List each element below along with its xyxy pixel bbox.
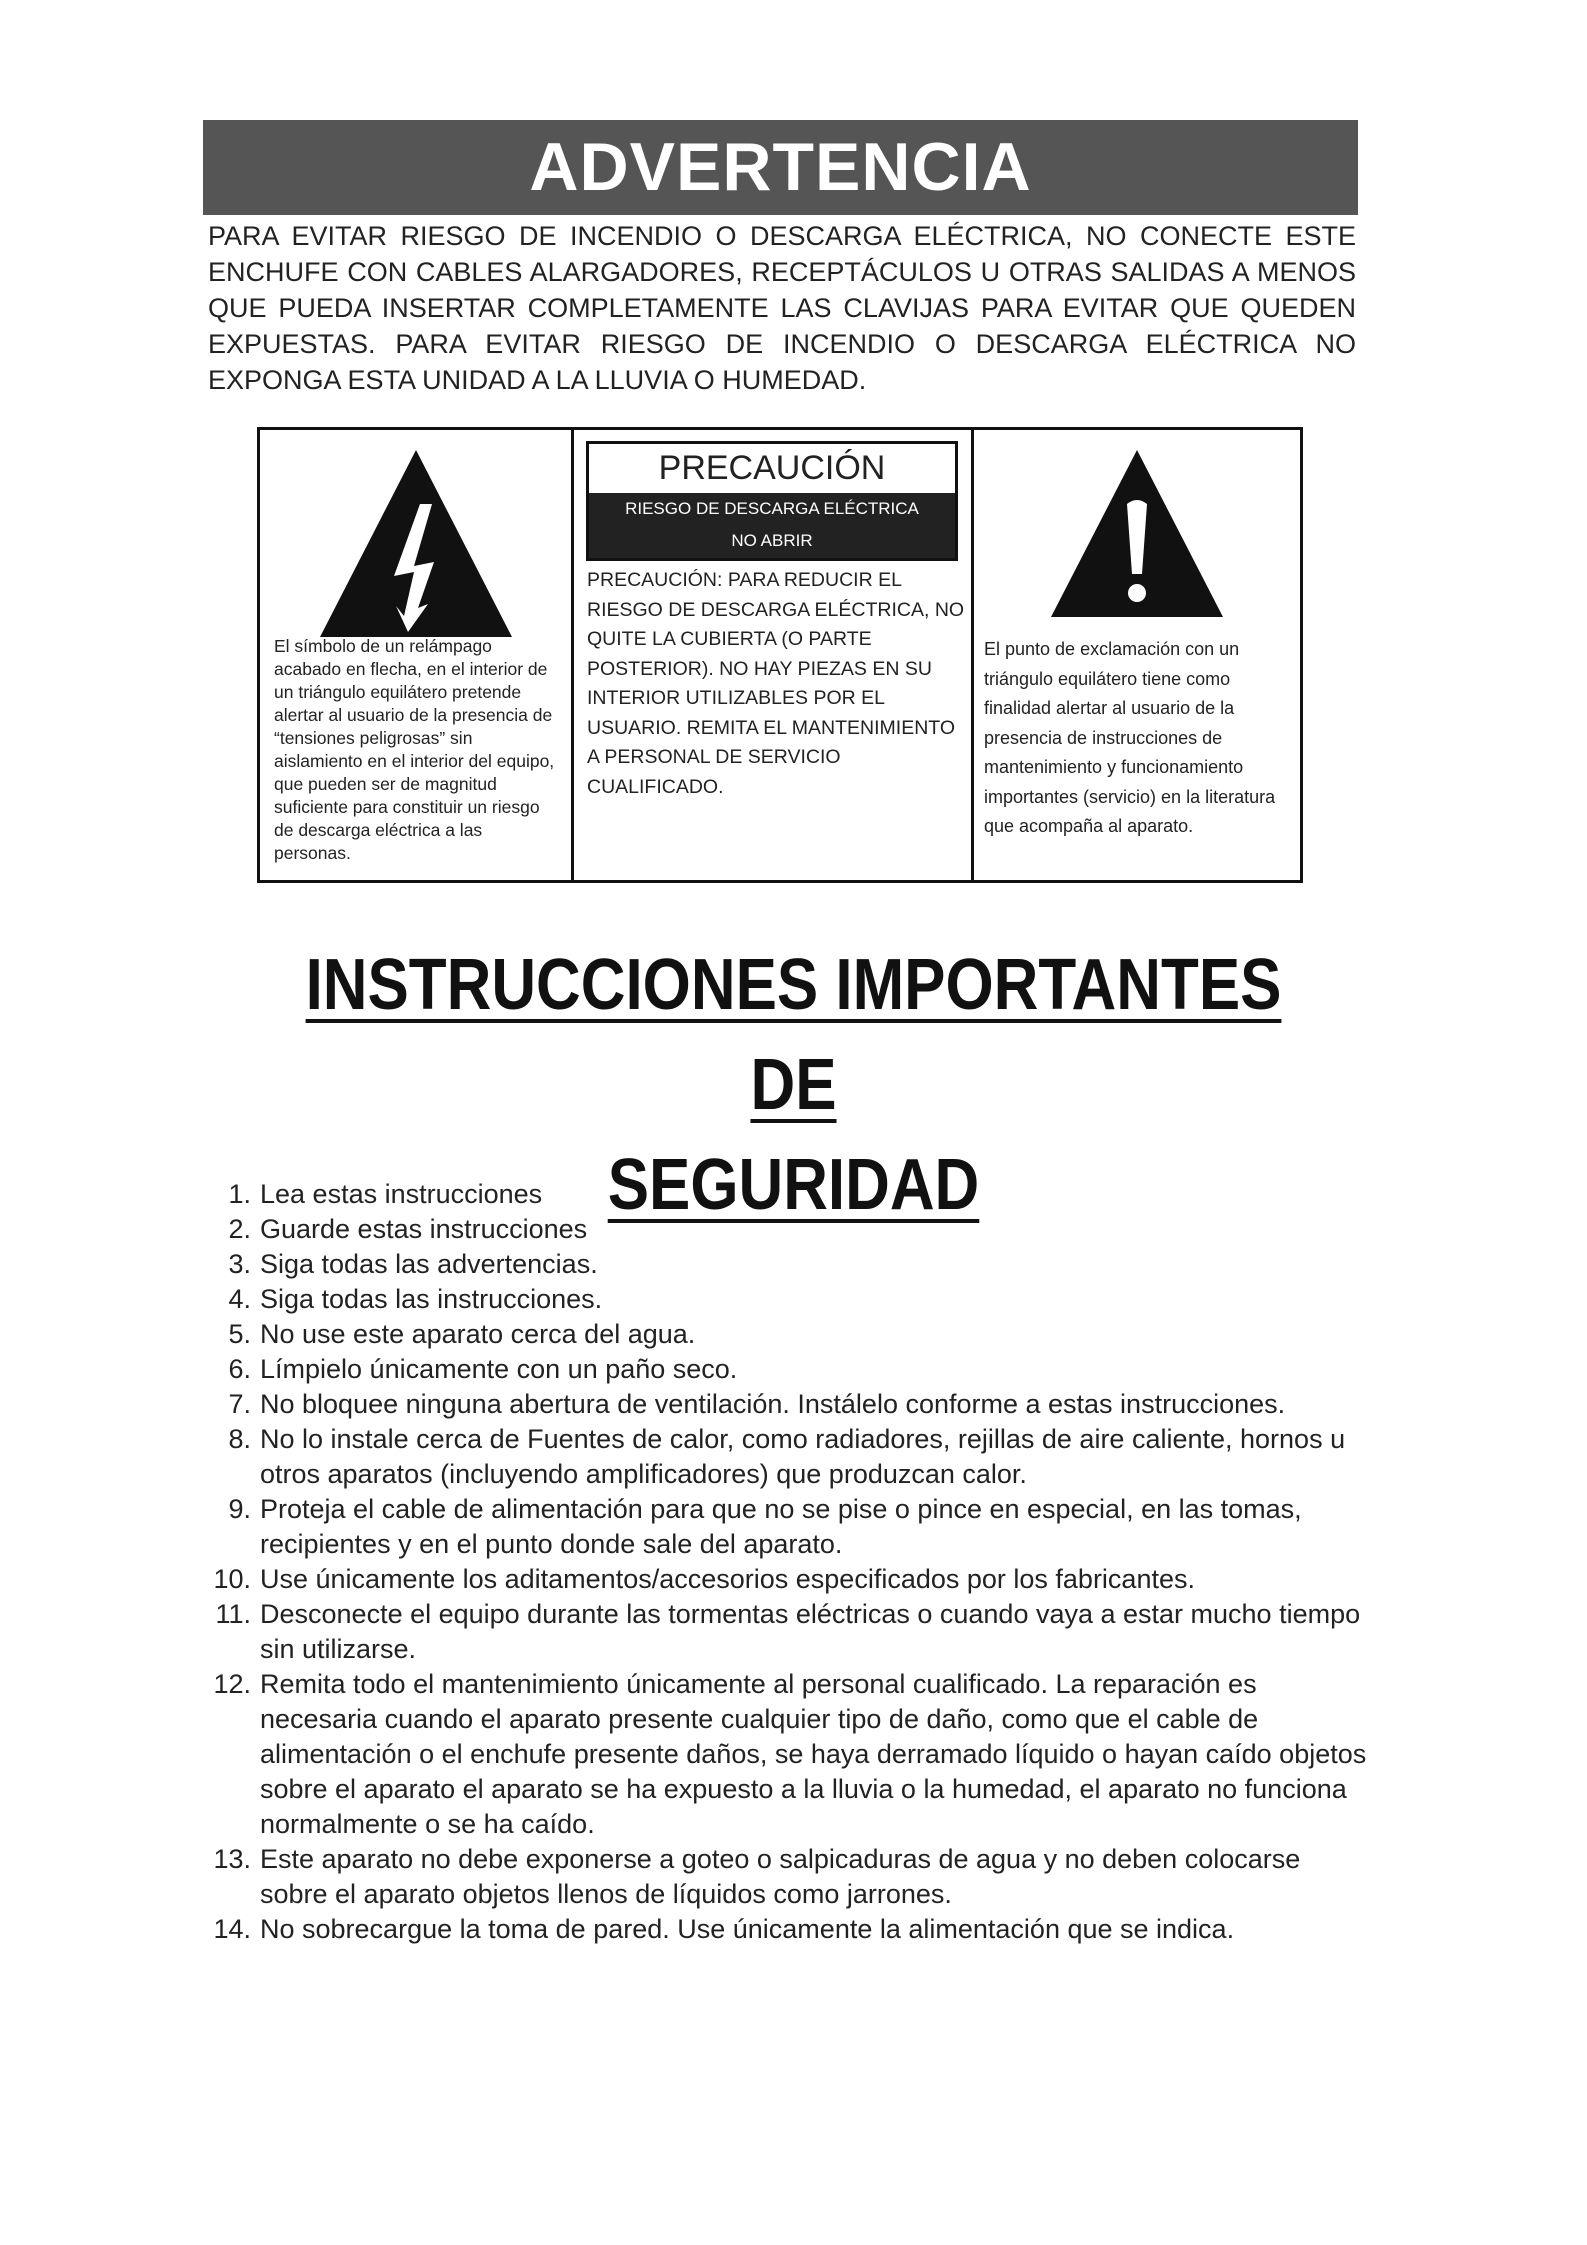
list-item bbox=[208, 1842, 1368, 1912]
caution-box bbox=[257, 427, 1303, 883]
list-item-number: 3. bbox=[228, 1249, 251, 1279]
list-item-text: No bloquee ninguna abertura de ventilación. Instálelo conforme a estas instrucciones. bbox=[260, 1389, 1286, 1419]
list-item bbox=[208, 1352, 1368, 1387]
list-item-number: 10. bbox=[213, 1564, 251, 1594]
list-item-number: 14. bbox=[213, 1914, 251, 1944]
precaution-shock-risk: RIESGO DE DESCARGA ELÉCTRICA bbox=[625, 499, 919, 518]
list-item-text: Guarde estas instrucciones bbox=[260, 1214, 588, 1244]
list-item-text: Proteja el cable de alimentación para que no se pise o pince en especial, en las tomas, recipientes y en el punto donde sale del aparato. bbox=[260, 1494, 1302, 1559]
list-item-number: 6. bbox=[228, 1354, 251, 1384]
list-item-text: Siga todas las instrucciones. bbox=[260, 1284, 603, 1314]
list-item-text: No lo instale cerca de Fuentes de calor, como radiadores, rejillas de aire caliente, hornos u otros aparatos (incluyendo amplificadores) que produzcan calor. bbox=[260, 1424, 1346, 1489]
warning-heading: ADVERTENCIA bbox=[203, 120, 1358, 215]
page-title-line-2: SEGURIDAD bbox=[607, 1145, 980, 1225]
list-item bbox=[208, 1247, 1368, 1282]
list-item bbox=[208, 1597, 1368, 1667]
exclamation-symbol-text: El punto de exclamación con un triángulo equilátero tiene como finalidad alertar al usuario de la presencia de instrucciones de mantenimiento y funcionamiento importantes (servicio) en la literatura que acompaña al aparato. bbox=[984, 639, 1276, 836]
list-item-number: 9. bbox=[228, 1494, 251, 1524]
list-item bbox=[208, 1492, 1368, 1562]
list-item-text: No sobrecargue la toma de pared. Use únicamente la alimentación que se indica. bbox=[260, 1914, 1235, 1944]
precaution-title: PRECAUCIÓN bbox=[658, 449, 886, 487]
precaution-subtitle bbox=[589, 493, 955, 558]
list-item-text: Lea estas instrucciones bbox=[260, 1179, 543, 1209]
list-item bbox=[208, 1912, 1368, 1947]
list-item bbox=[208, 1667, 1368, 1842]
list-item-number: 5. bbox=[228, 1319, 251, 1349]
list-item-number: 4. bbox=[228, 1284, 251, 1314]
safety-instructions-list bbox=[208, 1177, 1368, 1947]
caution-left-panel bbox=[260, 430, 574, 880]
list-item-text: Remita todo el mantenimiento únicamente al personal cualificado. La reparación es necesaria cuando el aparato presente cualquier tipo de daño, como que el cable de alimentación o el enchufe presente daños, se haya derramado líquido o hayan caído objetos sobre el aparato el aparato se ha expuesto a la lluvia o la humedad, el aparato no funciona normalmente o se ha caído. bbox=[260, 1669, 1367, 1839]
list-item bbox=[208, 1212, 1368, 1247]
list-item-number: 12. bbox=[213, 1669, 251, 1699]
list-item bbox=[208, 1317, 1368, 1352]
page-title-line-1: INSTRUCCIONES IMPORTANTES DE bbox=[305, 945, 1282, 1125]
list-item-number: 1. bbox=[228, 1179, 251, 1209]
exclamation-triangle-icon bbox=[1047, 446, 1227, 621]
list-item-text: No use este aparato cerca del agua. bbox=[260, 1319, 696, 1349]
lightning-triangle-icon bbox=[316, 446, 516, 641]
precaution-do-not-open: NO ABRIR bbox=[731, 531, 813, 550]
list-item-number: 7. bbox=[228, 1389, 251, 1419]
list-item-number: 13. bbox=[213, 1844, 251, 1874]
list-item bbox=[208, 1282, 1368, 1317]
list-item bbox=[208, 1422, 1368, 1492]
precaution-text: PRECAUCIÓN: PARA REDUCIR EL RIESGO DE DESCARGA ELÉCTRICA, NO QUITE LA CUBIERTA (O PARTE POSTERIOR). NO HAY PIEZAS EN SU INTERIOR UTILIZABLES POR EL USUARIO. REMITA EL MANTENIMIENTO A PERSONAL DE SERVICIO CUALIFICADO. bbox=[587, 569, 965, 798]
caution-right-panel bbox=[974, 430, 1300, 880]
list-item-number: 2. bbox=[228, 1214, 251, 1244]
list-item-text: Este aparato no debe exponerse a goteo o salpicaduras de agua y no deben colocarse sobre el aparato objetos llenos de líquidos como jarrones. bbox=[260, 1844, 1301, 1909]
list-item-text: Desconecte el equipo durante las tormentas eléctricas o cuando vaya a estar mucho tiempo sin utilizarse. bbox=[260, 1599, 1361, 1664]
list-item-number: 8. bbox=[228, 1424, 251, 1454]
list-item-text: Use únicamente los aditamentos/accesorios especificados por los fabricantes. bbox=[260, 1564, 1195, 1594]
lightning-symbol-text: El símbolo de un relámpago acabado en flecha, en el interior de un triángulo equilátero pretende alertar al usuario de la presencia de “tensiones peligrosas” sin aislamiento en el interior del equipo, que pueden ser de magnitud suficiente para constituir un riesgo de descarga eléctrica a las personas. bbox=[274, 636, 555, 863]
list-item bbox=[208, 1387, 1368, 1422]
list-item bbox=[208, 1177, 1368, 1212]
list-item-text: Siga todas las advertencias. bbox=[260, 1249, 598, 1279]
list-item-text: Límpielo únicamente con un paño seco. bbox=[260, 1354, 738, 1384]
precaution-label bbox=[586, 441, 958, 561]
caution-middle-panel bbox=[574, 430, 974, 880]
list-item-number: 11. bbox=[215, 1599, 251, 1629]
warning-text: PARA EVITAR RIESGO DE INCENDIO O DESCARGA ELÉCTRICA, NO CONECTE ESTE ENCHUFE CON CABLES ALARGADORES, RECEPTÁCULOS U OTRAS SALIDAS A MENOS QUE PUEDA INSERTAR COMPLETAMENTE LAS CLAVIJAS PARA EVITAR QUE QUEDEN EXPUESTAS. PARA EVITAR RIESGO DE INCENDIO O DESCARGA ELÉCTRICA NO EXPONGA ESTA UNIDAD A LA LLUVIA O HUMEDAD. bbox=[208, 221, 1356, 395]
list-item bbox=[208, 1562, 1368, 1597]
